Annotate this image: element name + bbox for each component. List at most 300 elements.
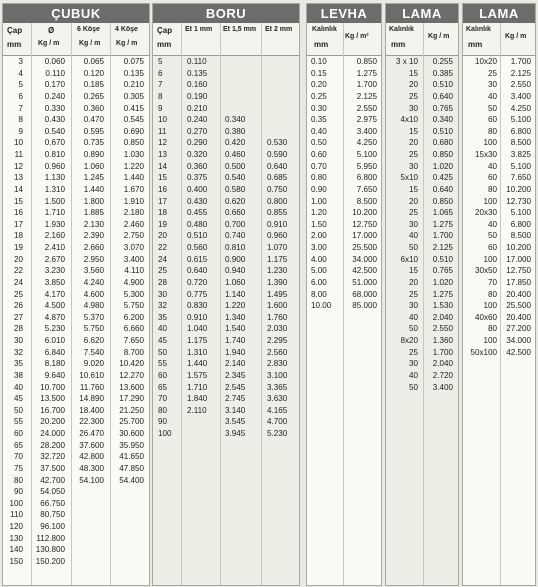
table-cell: 50 <box>408 324 418 334</box>
table-cell: 1.340 <box>225 312 246 322</box>
table-cell: 10 <box>13 138 23 148</box>
table-row <box>307 161 381 173</box>
table-cell: 4.500 <box>44 301 65 311</box>
boru-col-wall-1: Et 1 mm <box>185 26 213 33</box>
table-cell: 2.110 <box>187 405 207 415</box>
table-cell: 0.510 <box>432 80 453 90</box>
table-cell: 32 <box>13 347 23 357</box>
table-cell: 100 <box>158 429 172 438</box>
table-cell: 100 <box>483 254 497 264</box>
table-cell: 30 <box>487 80 497 90</box>
table-row <box>463 347 535 359</box>
table-row <box>463 68 535 80</box>
table-cell: 2.460 <box>123 219 144 229</box>
table-cell: 1.060 <box>225 277 246 287</box>
table-cell: 1.840 <box>187 394 208 404</box>
table-row <box>3 393 149 405</box>
table-cell: 22 <box>158 243 168 252</box>
table-row <box>3 300 149 312</box>
table-cell: 1.020 <box>432 277 453 287</box>
table-cell: 1.440 <box>83 184 104 194</box>
table-cell: 0.360 <box>187 161 208 171</box>
table-cell: 0.290 <box>187 138 208 148</box>
table-cell: 80.750 <box>40 510 65 520</box>
table-row <box>307 254 381 266</box>
table-cell: 0.740 <box>225 231 246 241</box>
table-cell: 1.310 <box>44 184 65 194</box>
table-row <box>386 382 458 394</box>
table-cell: 1.220 <box>225 301 246 311</box>
table-cell: 10.610 <box>79 370 104 380</box>
table-cell: 7.650 <box>356 184 377 194</box>
table-cell: 17.850 <box>506 277 531 287</box>
table-cell: 1.275 <box>432 219 453 229</box>
table-cell: 2.00 <box>311 231 327 241</box>
table-cell: 4.250 <box>510 103 531 113</box>
lama2-header <box>463 23 535 56</box>
table-cell: 16.700 <box>40 405 65 415</box>
table-row <box>463 242 535 254</box>
lama2-title: LAMA <box>463 4 535 23</box>
table-cell: 25 <box>408 150 418 159</box>
table-cell: 50x100 <box>470 347 497 357</box>
table-cell: 0.065 <box>83 57 104 66</box>
table-cell: 4.900 <box>123 277 144 287</box>
table-cell: 0.075 <box>123 57 144 66</box>
table-cell: 28 <box>158 277 168 287</box>
table-row <box>386 172 458 184</box>
table-cell: 41.650 <box>119 452 144 462</box>
table-cell: 12 <box>13 161 23 171</box>
table-cell: 0.765 <box>432 103 453 113</box>
table-row <box>153 137 299 149</box>
levha-unit-thickness: mm <box>314 40 329 49</box>
table-cell: 15 <box>13 196 23 206</box>
table-cell: 0.850 <box>356 57 377 66</box>
table-row <box>3 475 149 487</box>
table-cell: 0.910 <box>187 312 208 322</box>
table-cell: 6.010 <box>44 336 65 345</box>
table-cell: 4.110 <box>124 266 144 276</box>
table-cell: 40 <box>158 324 168 334</box>
table-cell: 27.200 <box>506 324 531 334</box>
table-cell: 7 <box>18 103 23 113</box>
table-row <box>386 277 458 289</box>
levha-header <box>307 23 381 56</box>
table-row <box>3 277 149 289</box>
table-row <box>153 126 299 138</box>
table-cell: 8 <box>18 115 23 125</box>
table-cell: 3.545 <box>225 417 246 427</box>
column-divider <box>220 23 221 585</box>
table-row <box>153 358 299 370</box>
table-cell: 40 <box>487 219 497 229</box>
table-cell: 6.800 <box>356 173 377 183</box>
table-cell: 5.100 <box>510 115 531 125</box>
table-row <box>153 242 299 254</box>
table-cell: 0.545 <box>123 115 144 125</box>
table-row <box>307 184 381 196</box>
table-cell: 3 x 10 <box>395 57 418 66</box>
table-row <box>386 254 458 266</box>
table-cell: 37.600 <box>79 440 104 450</box>
table-cell: 130.800 <box>35 545 65 555</box>
table-cell: 60 <box>158 370 168 380</box>
table-cell: 0.380 <box>225 126 246 136</box>
table-cell: 65 <box>158 382 168 392</box>
table-row <box>307 242 381 254</box>
table-cell: 0.460 <box>225 150 246 159</box>
table-cell: 2.125 <box>432 243 453 252</box>
table-cell: 2.130 <box>83 219 104 229</box>
table-cell: 1.500 <box>44 196 65 206</box>
table-cell: 1.700 <box>432 231 453 241</box>
table-cell: 0.615 <box>187 254 208 264</box>
table-cell: 4.250 <box>356 138 377 148</box>
boru-col-wall-1-5: Et 1,5 mm <box>223 26 257 33</box>
table-cell: 0.540 <box>225 173 246 183</box>
table-cell: 12.270 <box>119 370 144 380</box>
table-row <box>153 219 299 231</box>
table-cell: 45 <box>158 336 168 345</box>
table-cell: 10.200 <box>506 243 531 252</box>
table-cell: 2.660 <box>83 243 104 252</box>
table-cell: 25.500 <box>506 301 531 311</box>
table-cell: 9 <box>18 126 23 136</box>
table-row <box>3 126 149 138</box>
table-cell: 30 <box>158 289 168 299</box>
table-cell: 20.400 <box>506 289 531 299</box>
table-cell: 25.700 <box>119 417 144 427</box>
table-row <box>3 265 149 277</box>
table-row <box>153 79 299 91</box>
table-cell: 1.245 <box>83 173 104 183</box>
table-row <box>153 161 299 173</box>
table-cell: 0.685 <box>267 173 288 183</box>
cubuk-unit-round: Kg / m <box>38 40 60 47</box>
table-cell: 18 <box>158 208 168 218</box>
table-cell: 12.730 <box>506 196 531 206</box>
table-row <box>153 428 299 440</box>
lama1-title: LAMA <box>386 4 458 23</box>
table-cell: 3.00 <box>311 243 327 252</box>
table-cell: 15 <box>158 173 168 183</box>
table-row <box>307 103 381 115</box>
table-cell: 100 <box>9 498 23 508</box>
table-cell: 15 <box>408 266 418 276</box>
table-cell: 2.830 <box>267 359 288 369</box>
table-cell: 0.590 <box>267 150 288 159</box>
table-cell: 0.480 <box>187 219 208 229</box>
table-cell: 2.390 <box>83 231 104 241</box>
table-cell: 0.060 <box>44 57 65 66</box>
table-row <box>153 347 299 359</box>
table-row <box>153 91 299 103</box>
table-cell: 0.170 <box>44 80 65 90</box>
table-cell: 0.670 <box>44 138 65 148</box>
table-cell: 2.030 <box>267 324 288 334</box>
table-row <box>386 207 458 219</box>
table-cell: 80 <box>487 184 497 194</box>
table-cell: 14 <box>13 184 23 194</box>
table-cell: 6.840 <box>44 347 65 357</box>
table-cell: 28 <box>13 324 23 334</box>
table-cell: 1.930 <box>44 219 65 229</box>
table-cell: 4.165 <box>267 405 288 415</box>
table-row <box>153 114 299 126</box>
lama1-col-weight: Kg / m <box>428 33 450 40</box>
table-cell: 30 <box>408 103 418 113</box>
table-cell: 0.765 <box>432 266 453 276</box>
table-cell: 0.30 <box>311 103 327 113</box>
table-row <box>3 91 149 103</box>
table-cell: 0.240 <box>44 91 65 101</box>
table-cell: 10.200 <box>352 208 377 218</box>
table-cell: 0.135 <box>123 68 144 78</box>
table-cell: 20.400 <box>506 312 531 322</box>
table-cell: 50 <box>408 382 418 392</box>
table-row <box>3 79 149 91</box>
table-cell: 1.020 <box>432 161 453 171</box>
table-cell: 9 <box>158 103 163 113</box>
table-cell: 35.950 <box>119 440 144 450</box>
table-cell: 11.760 <box>79 382 104 392</box>
table-cell: 6x10 <box>400 254 418 264</box>
table-cell: 1.50 <box>311 219 327 229</box>
table-cell: 0.750 <box>267 184 288 194</box>
table-cell: 0.640 <box>432 91 453 101</box>
table-cell: 0.425 <box>432 173 453 183</box>
table-cell: 1.275 <box>356 68 377 78</box>
table-row <box>463 230 535 242</box>
table-cell: 50 <box>408 243 418 252</box>
table-cell: 54.050 <box>40 487 65 497</box>
boru-header <box>153 23 299 56</box>
boru-col-cap: Çap <box>157 26 173 35</box>
table-cell: 5.950 <box>356 161 377 171</box>
table-cell: 2.040 <box>432 312 453 322</box>
table-cell: 42.500 <box>352 266 377 276</box>
boru-col-wall-2: Et 2 mm <box>265 26 293 33</box>
table-cell: 5 <box>18 80 23 90</box>
table-cell: 0.640 <box>267 161 288 171</box>
table-cell: 0.800 <box>267 196 288 206</box>
table-cell: 10.200 <box>506 184 531 194</box>
column-divider <box>500 23 501 585</box>
table-cell: 0.210 <box>187 103 208 113</box>
table-row <box>3 556 149 568</box>
table-cell: 0.640 <box>187 266 208 276</box>
table-row <box>307 230 381 242</box>
table-cell: 7.540 <box>83 347 104 357</box>
table-row <box>386 196 458 208</box>
table-cell: 96.100 <box>40 522 65 531</box>
table-row <box>386 103 458 115</box>
table-row <box>153 172 299 184</box>
lama-panel-1 <box>385 3 459 586</box>
table-cell: 0.110 <box>45 68 65 78</box>
table-row <box>307 149 381 161</box>
table-cell: 8.00 <box>311 289 327 299</box>
table-cell: 1.065 <box>432 208 453 218</box>
table-cell: 0.320 <box>187 150 208 159</box>
table-cell: 2.160 <box>44 231 65 241</box>
table-cell: 0.530 <box>267 138 288 148</box>
table-row <box>153 405 299 417</box>
table-row <box>307 300 381 312</box>
table-row <box>386 114 458 126</box>
table-cell: 0.160 <box>187 80 208 90</box>
table-row <box>386 312 458 324</box>
table-cell: 12.750 <box>352 219 377 229</box>
table-cell: 1.220 <box>123 161 144 171</box>
table-row <box>463 207 535 219</box>
table-cell: 0.940 <box>225 266 246 276</box>
table-row <box>307 289 381 301</box>
table-row <box>3 184 149 196</box>
table-cell: 11 <box>158 126 167 136</box>
table-cell: 5.300 <box>123 289 144 299</box>
table-cell: 50 <box>158 347 168 357</box>
table-cell: 85.000 <box>352 301 377 311</box>
table-cell: 0.510 <box>432 254 453 264</box>
table-cell: 0.560 <box>187 243 208 252</box>
table-cell: 2.140 <box>225 359 246 369</box>
table-cell: 21.250 <box>119 405 144 415</box>
table-cell: 80 <box>13 475 23 485</box>
table-cell: 50 <box>487 103 497 113</box>
table-row <box>153 416 299 428</box>
table-row <box>463 114 535 126</box>
table-cell: 4.870 <box>44 312 65 322</box>
table-cell: 16 <box>158 184 168 194</box>
table-row <box>386 242 458 254</box>
table-cell: 2.295 <box>267 336 288 345</box>
table-cell: 8.500 <box>510 231 531 241</box>
table-cell: 0.70 <box>311 161 327 171</box>
table-cell: 20 <box>408 80 418 90</box>
table-cell: 40 <box>13 382 23 392</box>
table-cell: 60 <box>487 173 497 183</box>
cubuk-col-cap: Çap <box>7 26 23 35</box>
column-divider <box>181 23 182 585</box>
table-cell: 3.100 <box>267 370 288 380</box>
table-cell: 0.810 <box>44 150 65 159</box>
table-cell: 0.660 <box>225 208 246 218</box>
table-row <box>386 149 458 161</box>
table-row <box>153 56 299 68</box>
table-row <box>386 68 458 80</box>
table-row <box>3 230 149 242</box>
table-cell: 2.975 <box>356 115 377 125</box>
table-cell: 0.735 <box>83 138 104 148</box>
table-cell: 37.500 <box>40 463 65 473</box>
table-row <box>307 196 381 208</box>
table-cell: 10.00 <box>311 301 332 311</box>
table-cell: 3.560 <box>83 266 104 276</box>
table-cell: 5.100 <box>356 150 377 159</box>
table-row <box>3 486 149 498</box>
table-row <box>153 230 299 242</box>
table-row <box>3 68 149 80</box>
table-cell: 34.000 <box>352 254 377 264</box>
table-cell: 0.455 <box>187 208 208 218</box>
table-row <box>386 219 458 231</box>
levha-col-weight: Kg / m² <box>345 33 369 40</box>
table-cell: 1.800 <box>83 196 104 206</box>
table-cell: 4 <box>18 68 23 78</box>
table-cell: 45 <box>13 394 23 404</box>
table-row <box>3 161 149 173</box>
table-cell: 4.600 <box>83 289 104 299</box>
table-cell: 5 <box>158 57 163 66</box>
column-divider <box>261 23 262 585</box>
levha-panel <box>306 3 382 586</box>
table-cell: 0.35 <box>311 115 327 125</box>
table-row <box>386 126 458 138</box>
table-cell: 0.430 <box>44 115 65 125</box>
table-cell: 30 <box>408 301 418 311</box>
table-row <box>386 91 458 103</box>
table-cell: 60 <box>13 429 23 438</box>
table-cell: 30x50 <box>474 266 497 276</box>
table-row <box>3 416 149 428</box>
table-row <box>3 440 149 452</box>
table-cell: 18 <box>13 231 23 241</box>
table-cell: 40 <box>408 312 418 322</box>
table-cell: 0.190 <box>187 91 208 101</box>
table-cell: 26.470 <box>79 429 104 438</box>
table-cell: 30.600 <box>119 429 144 438</box>
table-row <box>463 335 535 347</box>
table-cell: 50 <box>13 405 23 415</box>
table-cell: 1.00 <box>311 196 327 206</box>
table-cell: 55 <box>158 359 168 369</box>
table-cell: 22 <box>13 266 23 276</box>
table-cell: 28.200 <box>40 440 65 450</box>
lama1-rows <box>386 56 458 393</box>
table-cell: 140 <box>9 545 23 555</box>
table-cell: 5.230 <box>44 324 65 334</box>
table-row <box>153 277 299 289</box>
table-row <box>153 254 299 266</box>
table-cell: 0.340 <box>432 115 453 125</box>
table-row <box>3 358 149 370</box>
table-row <box>153 289 299 301</box>
table-cell: 40 <box>408 370 418 380</box>
table-cell: 20 <box>408 196 418 206</box>
table-cell: 3.400 <box>356 126 377 136</box>
table-row <box>386 335 458 347</box>
table-row <box>386 161 458 173</box>
table-cell: 66.750 <box>40 498 65 508</box>
table-row <box>153 103 299 115</box>
table-cell: 6 <box>18 91 23 101</box>
table-cell: 1.495 <box>267 289 288 299</box>
table-row <box>3 405 149 417</box>
table-cell: 7.650 <box>123 336 144 345</box>
table-row <box>463 254 535 266</box>
table-cell: 70 <box>158 394 168 404</box>
table-cell: 1.710 <box>187 382 208 392</box>
table-cell: 8x20 <box>400 336 418 345</box>
table-row <box>153 335 299 347</box>
boru-title: BORU <box>153 4 299 23</box>
table-cell: 0.430 <box>187 196 208 206</box>
table-cell: 0.910 <box>267 219 288 229</box>
table-cell: 1.040 <box>187 324 208 334</box>
table-row <box>153 149 299 161</box>
